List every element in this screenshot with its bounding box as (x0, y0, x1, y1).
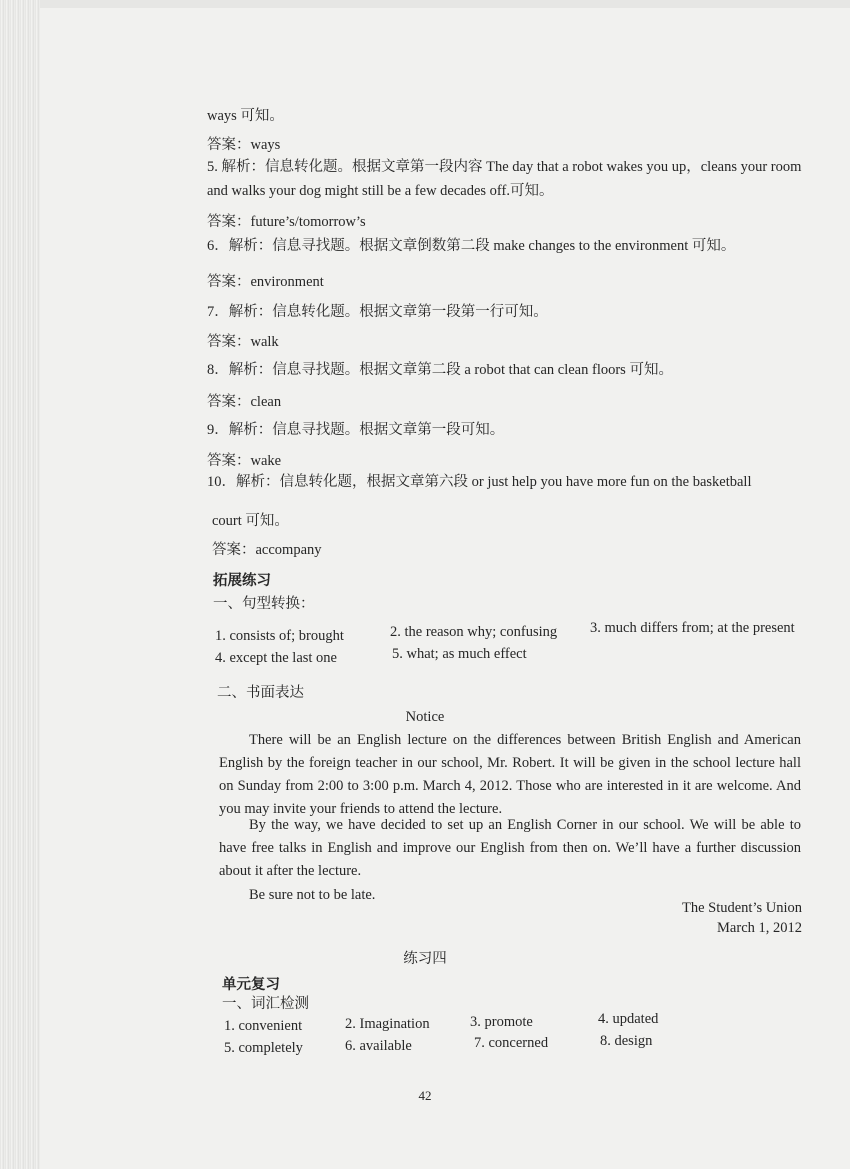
list-item: 3. promote (470, 1014, 533, 1030)
notice-signature: The Student’s Union (681, 900, 802, 916)
list-item: 1. convenient (224, 1018, 303, 1034)
notice-paragraph: Be sure not to be late. (249, 887, 376, 903)
answer-line: 答案：clean (207, 394, 282, 410)
answer-line: 答案：wake (207, 453, 282, 469)
text-line: 8．解析：信息寻找题。根据文章第二段 a robot that can clean floors 可知。 (207, 362, 673, 378)
text-line: and walks your dog might still be a few decades off.可知。 (207, 183, 554, 199)
list-item: 8. design (600, 1033, 653, 1049)
list-item: 1. consists of; brought (215, 628, 344, 644)
text-line: ways 可知。 (207, 108, 284, 124)
answer-line: 答案：accompany (212, 542, 322, 558)
answer-line: 答案：environment (207, 274, 324, 290)
part-title: 一、句型转换： (213, 596, 315, 612)
answer-line: 答案：future’s/tomorrow’s (207, 214, 366, 230)
list-item: 4. updated (598, 1011, 659, 1027)
section-heading: 拓展练习 (213, 573, 271, 589)
list-item: 2. Imagination (345, 1016, 430, 1032)
list-item: 3. much differs from; at the present (590, 620, 795, 636)
answer-line: 答案：walk (207, 334, 279, 350)
text-line: court 可知。 (212, 513, 289, 529)
exercise-title: 练习四 (403, 951, 447, 967)
text-line: 5. 解析：信息转化题。根据文章第一段内容 The day that a robot wakes you up，cleans your room (207, 159, 802, 175)
text-line: 7．解析：信息转化题。根据文章第一段第一行可知。 (207, 304, 548, 320)
list-item: 5. completely (224, 1040, 303, 1056)
section-heading: 单元复习 (222, 977, 280, 993)
text-line: 6．解析：信息寻找题。根据文章倒数第二段 make changes to the environment 可知。 (207, 238, 736, 254)
part-title: 二、书面表达 (217, 685, 304, 701)
text-line: 10．解析：信息转化题，根据文章第六段 or just help you have more fun on the basketball (207, 474, 752, 490)
list-item: 7. concerned (474, 1035, 549, 1051)
notice-title: Notice (405, 709, 445, 725)
notice-date: March 1, 2012 (717, 920, 802, 936)
list-item: 4. except the last one (215, 650, 337, 666)
list-item: 6. available (345, 1038, 412, 1054)
text-line: 9．解析：信息寻找题。根据文章第一段可知。 (207, 422, 505, 438)
notice-paragraph: By the way, we have decided to set up an English Corner in our school. We will be able to have free talks in English and improve our English from then on. We’ll have a further discussion about it after the lecture. (219, 817, 801, 879)
list-item: 5. what; as much effect (392, 646, 527, 662)
scan-page-edge (0, 0, 40, 1169)
list-item: 2. the reason why; confusing (390, 624, 558, 640)
answer-line: 答案：ways (207, 137, 281, 153)
scan-top-edge (0, 0, 850, 8)
page-number: 42 (418, 1088, 432, 1103)
part-title: 一、词汇检测 (222, 996, 309, 1012)
notice-paragraph: There will be an English lecture on the differences between British English and American English by the foreign teacher in our school, Mr. Robert. It will be given in the school lecture hall on Sunday from 2:00 to 3:00 p.m. March 4, 2012. Those who are interested in it are welcome. And you may invite your friends to attend the lecture. (219, 732, 801, 817)
